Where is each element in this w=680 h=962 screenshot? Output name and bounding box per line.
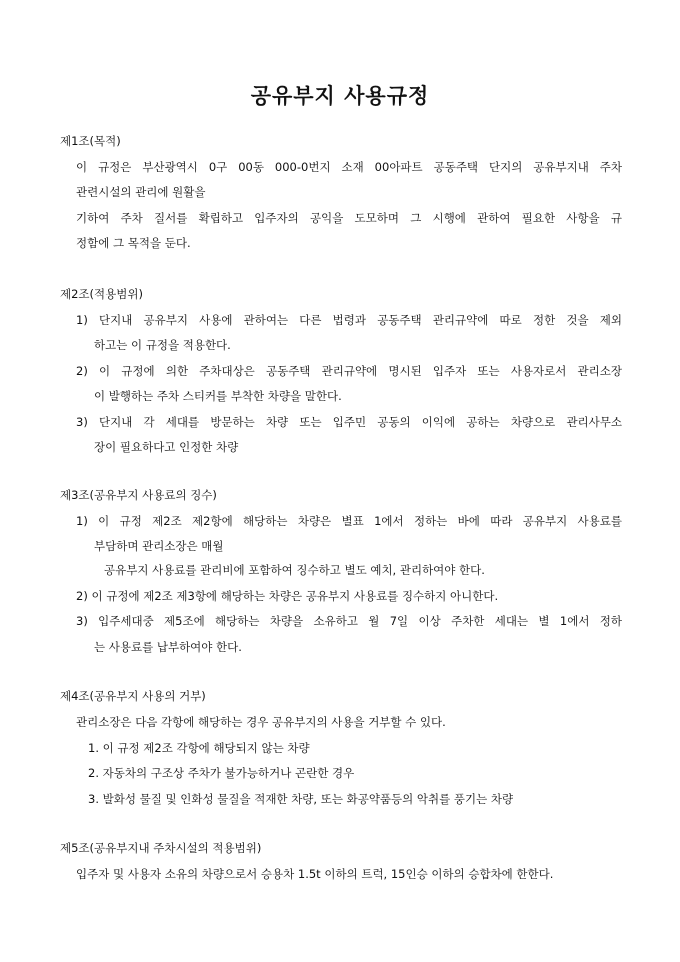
- article-2-line-6: 장이 필요하다고 인정한 차량: [94, 440, 239, 454]
- article-4-heading: 제4조(공유부지 사용의 거부): [60, 689, 206, 703]
- article-2-line-2: 하고는 이 규정을 적용한다.: [94, 338, 231, 352]
- article-5-line-1: 입주자 및 사용자 소유의 차량으로서 승용차 1.5t 이하의 트럭, 15인승 이하의 승합차에 한한다.: [76, 867, 554, 881]
- article-1-line-2: 관련시설의 관리에 원활을: [76, 185, 206, 199]
- article-1-line-4: 정함에 그 목적을 둔다.: [76, 236, 191, 250]
- article-5-heading: 제5조(공유부지내 주차시설의 적용범위): [60, 841, 262, 855]
- document-title: 공유부지 사용규정: [250, 83, 430, 108]
- article-2-heading: 제2조(적용범위): [60, 287, 143, 301]
- article-2-line-4: 이 발행하는 주차 스티커를 부착한 차량을 말한다.: [94, 389, 342, 403]
- article-1-line-1: 이 규정은 부산광역시 0구 00동 000-0번지 소재 00아파트 공동주택 단지의 공유부지내 주차: [76, 160, 622, 174]
- article-2-line-5: 3) 단지내 각 세대를 방문하는 차량 또는 입주민 공동의 이익에 공하는 차량으로 관리사무소: [76, 415, 622, 429]
- article-2-line-3: 2) 이 규정에 의한 주차대상은 공동주택 관리규약에 명시된 입주자 또는 사용자로서 관리소장: [76, 364, 622, 378]
- article-1-heading: 제1조(목적): [60, 134, 121, 148]
- article-3-heading: 제3조(공유부지 사용료의 징수): [60, 488, 217, 502]
- article-4-line-3: 2. 자동차의 구조상 주차가 불가능하거나 곤란한 경우: [88, 766, 355, 780]
- article-3-line-6: 는 사용료를 납부하여야 한다.: [94, 640, 242, 654]
- article-3-line-4: 2) 이 규정에 제2조 제3항에 해당하는 차량은 공유부지 사용료를 징수하지 아니한다.: [76, 589, 499, 603]
- article-3-line-5: 3) 입주세대중 제5조에 해당하는 차량을 소유하고 월 7일 이상 주차한 세대는 별 1에서 정하: [76, 614, 622, 628]
- article-3-line-3: 공유부지 사용료를 관리비에 포함하여 징수하고 별도 예치, 관리하여야 한다.: [104, 563, 485, 577]
- article-4-line-4: 3. 발화성 물질 및 인화성 물질을 적재한 차량, 또는 화공약품등의 악취를 풍기는 차량: [88, 792, 514, 806]
- article-4-line-2: 1. 이 규정 제2조 각항에 해당되지 않는 차량: [88, 741, 310, 755]
- article-3-line-2: 부담하며 관리소장은 매월: [94, 539, 224, 553]
- article-3-line-1: 1) 이 규정 제2조 제2항에 해당하는 차량은 별표 1에서 정하는 바에 따라 공유부지 사용료를: [76, 514, 622, 528]
- article-2-line-1: 1) 단지내 공유부지 사용에 관하여는 다른 법령과 공동주택 관리규약에 따로 정한 것을 제외: [76, 313, 622, 327]
- article-4-line-1: 관리소장은 다음 각항에 해당하는 경우 공유부지의 사용을 거부할 수 있다.: [76, 715, 446, 729]
- article-1-line-3: 기하여 주차 질서를 확립하고 입주자의 공익을 도모하며 그 시행에 관하여 필요한 사항을 규: [76, 211, 622, 225]
